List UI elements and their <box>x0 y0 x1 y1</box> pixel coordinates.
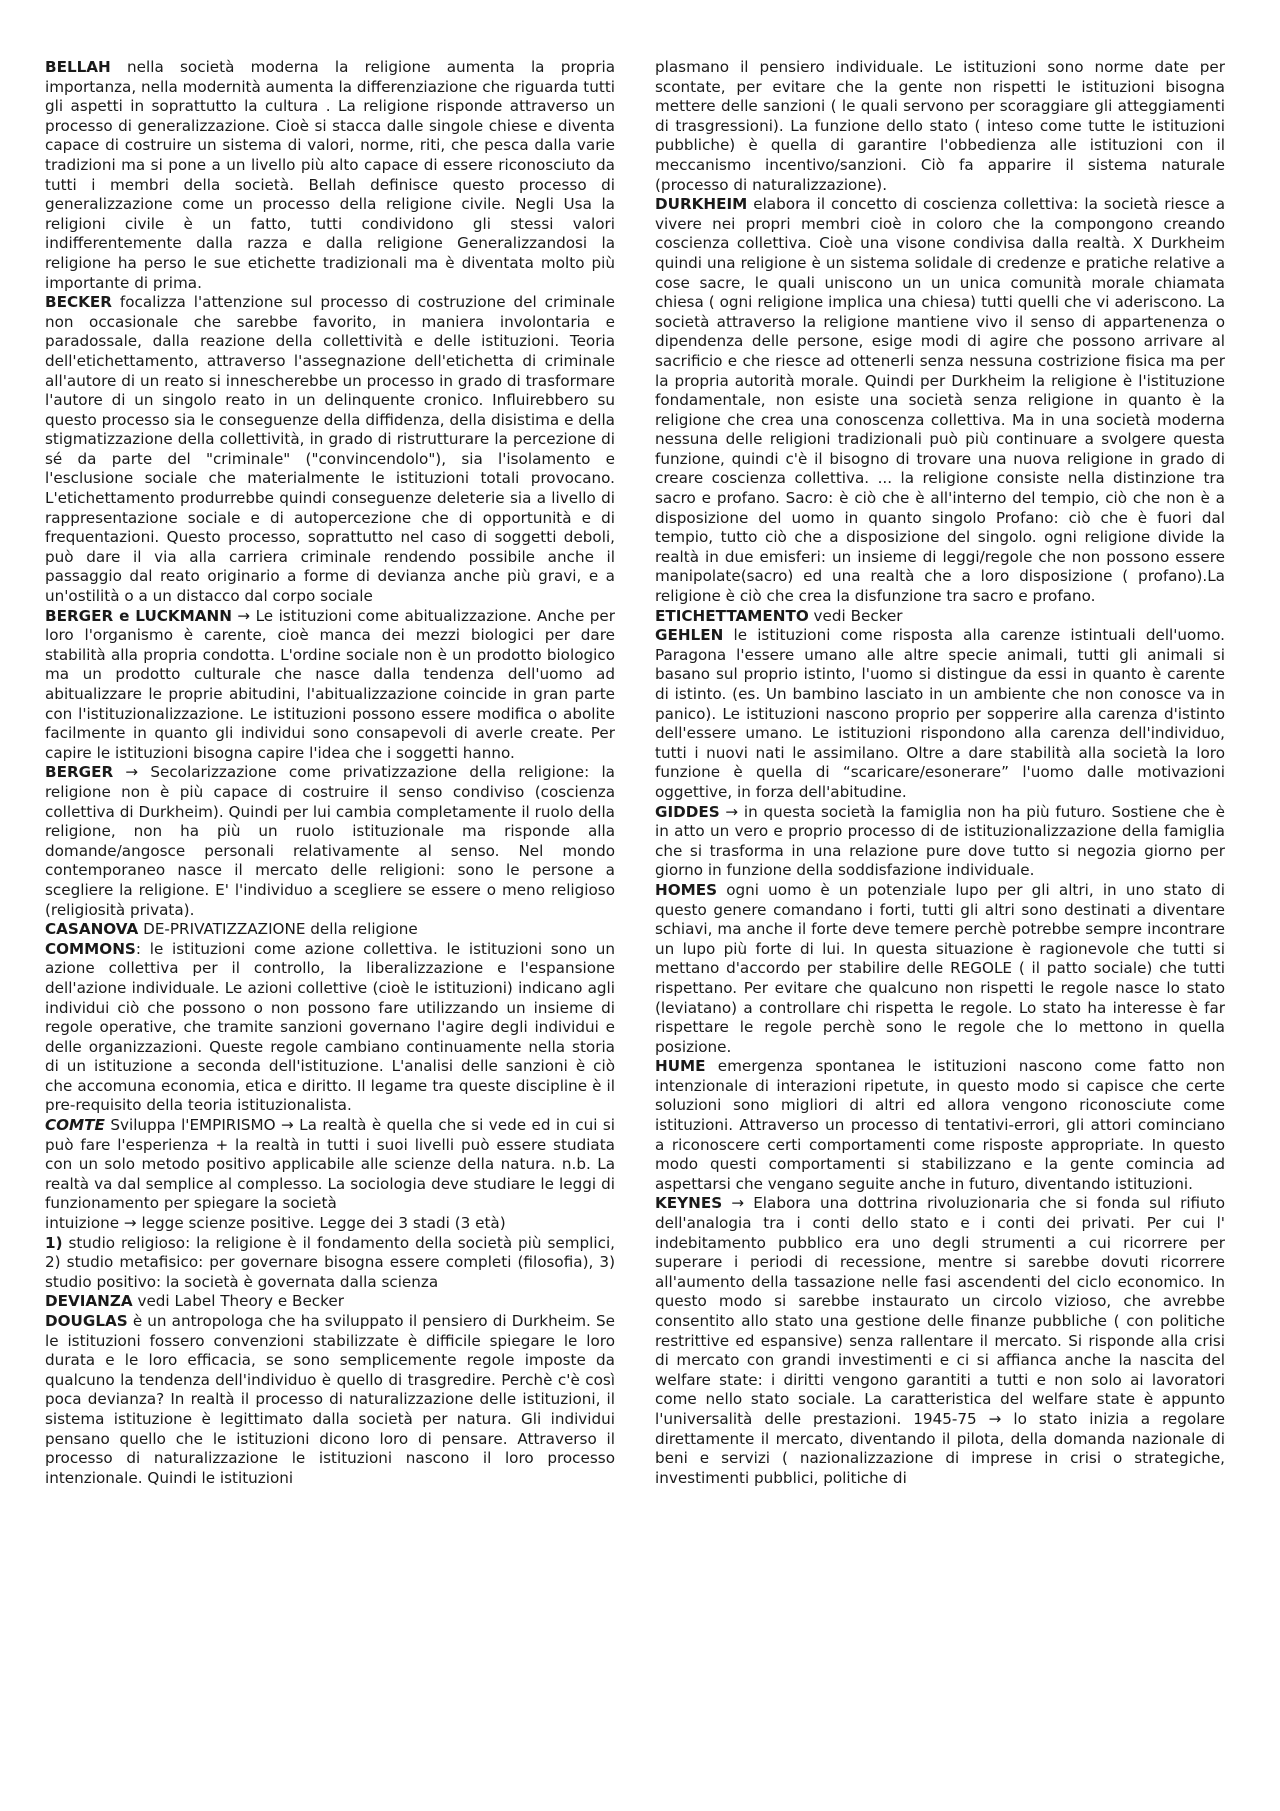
entry-text: → Elabora una dottrina rivoluzionaria che si fonda sul rifiuto dell'analogia tra i conti dello stato e i conti dei privati. Per cui l' indebitamento pubblico era uno degli strumenti a cui ricorrere per superare i periodi di recessione, mentre si sarebbe dovuti ricorrere all'aumento della tassazione nelle fasi ascendenti del ciclo economico. In questo modo si sarebbe instaurato un circolo vizioso, che avrebbe consentito allo stato una gestione delle finanze pubbliche ( con politiche restrittive ed espansive) senza rallentare il mercato. Si risponde alla crisi di mercato con grandi investimenti e ci si affianca anche la nascita del welfare state: i diritti vengono garantiti a tutti e non solo ai lavoratori come nello stato sociale. La caratteristica del welfare state è appunto l'universalità delle prestazioni. 1945-75 → lo stato inizia a regolare direttamente il mercato, diventando il pilota, della domanda nazionale di beni e servizi ( nazionalizzazione di imprese in crisi o strategiche, investimenti pubblici, politiche di <box>655 1194 1225 1487</box>
entry-comte-law <box>45 1214 615 1234</box>
left-column <box>45 58 615 1488</box>
entry-text: ogni uomo è un potenziale lupo per gli altri, in uno stato di questo genere comandano i forti, tutti gli altri sono destinati a diventare schiavi, ma anche il forte deve temere perchè potrebbe sempre incontrare un lupo più forte di lui. In questa situazione è ragionevole che tutti si mettano d'accordo per stabilire delle REGOLE ( il patto sociale) che tutti rispettano. Per evitare che qualcuno non rispetti le regole nasce lo stato (leviatano) a controllare chi rispetta le regole. Lo stato ha interesse è far rispettare le regole perchè sono le regole che lo mettono in quella posizione. <box>655 880 1225 1056</box>
term-giddes: GIDDES <box>655 802 720 821</box>
entry-text: studio religioso: la religione è il fondamento della società più semplici, 2) studio metafisico: per governare bisogna essere completi (filosofia), 3) studio positivo: la società è governata dalla scienza <box>45 1233 615 1291</box>
entry-text: è un antropologa che ha sviluppato il pensiero di Durkheim. Se le istituzioni fossero convenzioni stabilizzate è difficile spiegare le loro durata e le loro efficacia, se sono semplicemente regole imposte da qualcuno la tendenza dell'individuo è quello di trasgredire. Perchè c'è così poca devianza? In realtà il processo di naturalizzazione delle istituzioni, il sistema istituzione è legittimato dalla società per natura. Gli individui pensano quello che le istituzioni dicono loro di pensare. Attraverso il processo di naturalizzazione le istituzioni nascono il loro processo intenzionale. Quindi le istituzioni <box>45 1312 615 1487</box>
entry-text: DE-PRIVATIZZAZIONE della religione <box>138 920 418 939</box>
term-homes: HOMES <box>655 880 718 899</box>
term-etichettamento: ETICHETTAMENTO <box>655 606 809 625</box>
term-durkheim: DURKHEIM <box>655 195 748 214</box>
entry-text: focalizza l'attenzione sul processo di costruzione del criminale non occasionale che sarebbe favorito, in maniera involontaria e paradossale, dalla reazione della collettività e delle istituzioni. Teoria dell'etichettamento, attraverso l'assegnazione dell'etichetta di criminale all'autore di un reato si innescherebbe un processo in grado di trasformare l'autore di un singolo reato in un delinquente cronico. Influirebbero su questo processo sia le conseguenze della diffidenza, della disistima e della stigmatizzazione della collettività, in grado di ristrutturare la percezione di sé da parte del "criminale" ("convincendolo"), sia l'isolamento e l'esclusione sociale che materialmente le istituzioni totali provocano. L'etichettamento produrrebbe quindi conseguenze deleterie sia a livello di rappresentazione sociale e di autopercezione che di opportunità e di frequentazioni. Questo processo, soprattutto nel caso di soggetti deboli, può dare il via alla carriera criminale rendendo possibile anche il passaggio dal reato originario a forme di devianza anche più gravi, e a un'ostilità o a un distacco dal corpo sociale <box>45 293 615 606</box>
entry-text: intuizione → legge scienze positive. Legge dei 3 stadi (3 età) <box>45 1214 506 1233</box>
term-berger: BERGER <box>45 763 114 782</box>
term-stage-1: 1) <box>45 1233 63 1252</box>
entry-berger <box>45 763 615 920</box>
entry-homes <box>655 881 1225 1057</box>
entry-durkheim <box>655 195 1225 606</box>
entry-keynes <box>655 1194 1225 1488</box>
entry-douglas-continued <box>655 58 1225 195</box>
entry-text: Sviluppa l'EMPIRISMO → La realtà è quella che si vede ed in cui si può fare l'esperienza + la realtà in tutti i suoi livelli può essere studiata con un solo metodo positivo applicabile alle scienze della natura. n.b. La realtà va dal semplice al complesso. La sociologia deve studiare le leggi di funzionamento per spiegare la società <box>45 1116 615 1213</box>
term-keynes: KEYNES <box>655 1194 723 1213</box>
entry-text: le istituzioni come risposta alla carenze istintuali dell'uomo. Paragona l'essere umano alle altre specie animali, tutti gli animali si basano sul proprio istinto, l'uomo si distingue da essi in quanto è carente di istinto. (es. Un bambino lasciato in un ambiente che non conosce va in panico). Le istituzioni nascono proprio per sopperire alla carenza d'istinto dell'essere umano. Le istituzioni rispondono alla carenza dell'individuo, tutti i nuovi nati le assimilano. Oltre a dare stabilità alla società la loro funzione è quella di “scaricare/esonerare” l'uomo dalle motivazioni oggettive, in forza dell'abitudine. <box>655 626 1225 801</box>
entry-casanova <box>45 920 615 940</box>
term-comte: COMTE <box>45 1116 105 1135</box>
right-column <box>655 58 1225 1488</box>
entry-text: nella società moderna la religione aumenta la propria importanza, nella modernità aumenta la differenziazione che riguarda tutti gli aspetti in soprattutto la cultura . La religione risponde attraverso un processo di generalizzazione. Cioè si stacca dalle singole chiese e diventa capace di costruire un sistema di valori, norme, riti, che pesca dalla varie tradizioni ma si pone a un livello più alto capace di essere riconosciuto da tutti i membri della società. Bellah definisce questo processo di generalizzazione come un processo della religione civile. Negli Usa la religioni civile è un fatto, tutti condividono gli stessi valori indifferentemente dalla razza e dalla religione Generalizzandosi la religione ha perso le sue etichette tradizionali ma è diventata molto più importante di prima. <box>45 58 615 292</box>
entry-comte <box>45 1116 615 1214</box>
entry-text: vedi Becker <box>808 606 903 625</box>
entry-text: elabora il concetto di coscienza collettiva: la società riesce a vivere nei propri membri cioè in coloro che la compongono creando coscienza collettiva. Cioè una visone condivisa dalla realtà. X Durkheim quindi una religione è un sistema solidale di credenze e pratiche relative a cose sacre, le quali uniscono un un unica comunità morale chiamata chiesa ( ogni religione implica una chiesa) tutti quelli che vi aderiscono. La società attraverso la religione mantiene vivo il senso di appartenenza o dipendenza delle persone, esige modi di agire che possono arrivare al sacrificio e che riesce ad ottenerli senza nessuna costrizione fisica ma per la propria autorità morale. Quindi per Durkheim la religione è l'istituzione fondamentale, non esiste una società senza religione in quanto è la religione che crea una conoscenza collettiva. Ma in una società moderna nessuna delle religioni tradizionali può più continuare a svolgere questa funzione, quindi c'è il bisogno di trovare una nuova religione in grado di creare coscienza collettiva. ... la religione consiste nella distinzione tra sacro e profano. Sacro: è ciò che è all'interno del tempio, ciò che non è a disposizione del uomo in quanto singolo Profano: ciò che è fuori dal tempio, tutto ciò che a disposizione del singolo. ogni religione divide la realtà in due emisferi: un insieme di leggi/regole che non possono essere manipolate(sacro) ed una realtà che a loro disposizione ( profano).La religione è ciò che crea la disfunzione tra sacro e profano. <box>655 195 1225 606</box>
term-becker: BECKER <box>45 293 112 312</box>
entry-text: emergenza spontanea le istituzioni nascono come fatto non intenzionale di interazioni ripetute, in questo modo si capisce che certe soluzioni sono migliori di altri ed allora vengono riconosciute come istituzioni. Attraverso un processo di tentativi-errori, gli attori cominciano a riconoscere certi comportamenti come risposte appropriate. In questo modo questi comportamenti si stabilizzano e la gente comincia ad aspettarsi che vengano seguite anche in futuro, diventando istituzioni. <box>655 1057 1225 1193</box>
entry-text: → Secolarizzazione come privatizzazione della religione: la religione non è più capace di costruire il senso condiviso (coscienza collettiva di Durkheim). Quindi per lui cambia completamente il ruolo della religione, non ha più un ruolo istituzionale ma risponde alla domande/angosce personali relativamente al senso. Nel mondo contemporaneo nasce il mercato delle religioni: sono le persone a scegliere la religione. E' l'individuo a scegliere se essere o meno religioso (religiosità privata). <box>45 763 615 919</box>
entry-gehlen <box>655 626 1225 802</box>
term-casanova: CASANOVA <box>45 920 139 939</box>
entry-douglas <box>45 1312 615 1488</box>
entry-text: vedi Label Theory e Becker <box>132 1292 344 1311</box>
entry-hume <box>655 1057 1225 1194</box>
term-gehlen: GEHLEN <box>655 626 724 645</box>
entry-berger-luckmann <box>45 607 615 764</box>
entry-etichettamento <box>655 607 1225 627</box>
term-hume: HUME <box>655 1057 706 1076</box>
entry-text: → Le istituzioni come abitualizzazione. Anche per loro l'organismo è carente, cioè manca dei mezzi biologici per dare stabilità alla propria condotta. L'ordine sociale non è un prodotto biologico ma un prodotto culturale che nasce dalla tendenza dell'uomo ad abitualizzare le proprie abitudini, l'abitualizzazione coincide in gran parte con l'istituzionalizzazione. Le istituzioni possono essere modifica o abolite facilmente in quanto gli individui sono consapevoli di averle create. Per capire le istituzioni bisogna capire l'idea che i soggetti hanno. <box>45 606 615 762</box>
term-douglas: DOUGLAS <box>45 1312 128 1330</box>
entry-text: → in questa società la famiglia non ha più futuro. Sostiene che è in atto un vero e proprio processo di de istituzionalizzazione della famiglia che si trasforma in una relazione pure dove tutto si negozia giorno per giorno in funzione della soddisfazione individuale. <box>655 802 1225 880</box>
term-commons: COMMONS <box>45 939 136 958</box>
term-bellah: BELLAH <box>45 58 111 76</box>
entry-text: plasmano il pensiero individuale. Le istituzioni sono norme date per scontate, per evitare che la gente non rispetti le istituzioni bisogna mettere delle sanzioni ( le quali servono per scoraggiare gli atteggiamenti di trasgressioni). La funzione dello stato ( inteso come tutte le istituzioni pubbliche) è quella di garantire l'obbedienza alle istituzioni con il meccanismo incentivo/sanzioni. Ciò fa apparire il sistema naturale (processo di naturalizzazione). <box>655 58 1225 194</box>
entry-devianza <box>45 1292 615 1312</box>
entry-bellah <box>45 58 615 293</box>
entry-three-stages <box>45 1234 615 1293</box>
entry-text: : le istituzioni come azione collettiva. le istituzioni sono un azione collettiva per il controllo, la liberalizzazione e l'espansione dell'azione individuale. Le azioni collettive (cioè le istituzioni) indicano agli individui ciò che possono o non possono fare utilizzando un insieme di regole operative, che tramite sanzioni governano l'agire degli individui e delle organizzazioni. Queste regole cambiano continuamente nella storia di un istituzione a seconda dell'istituzione. L'analisi delle sanzioni è ciò che accomuna economia, etica e diritto. Il legame tra queste discipline è il pre-requisito della teoria istituzionalista. <box>45 939 615 1115</box>
entry-commons <box>45 940 615 1116</box>
term-berger-luckmann: BERGER e LUCKMANN <box>45 606 232 625</box>
term-devianza: DEVIANZA <box>45 1292 133 1311</box>
entry-giddes <box>655 803 1225 881</box>
entry-becker <box>45 293 615 607</box>
